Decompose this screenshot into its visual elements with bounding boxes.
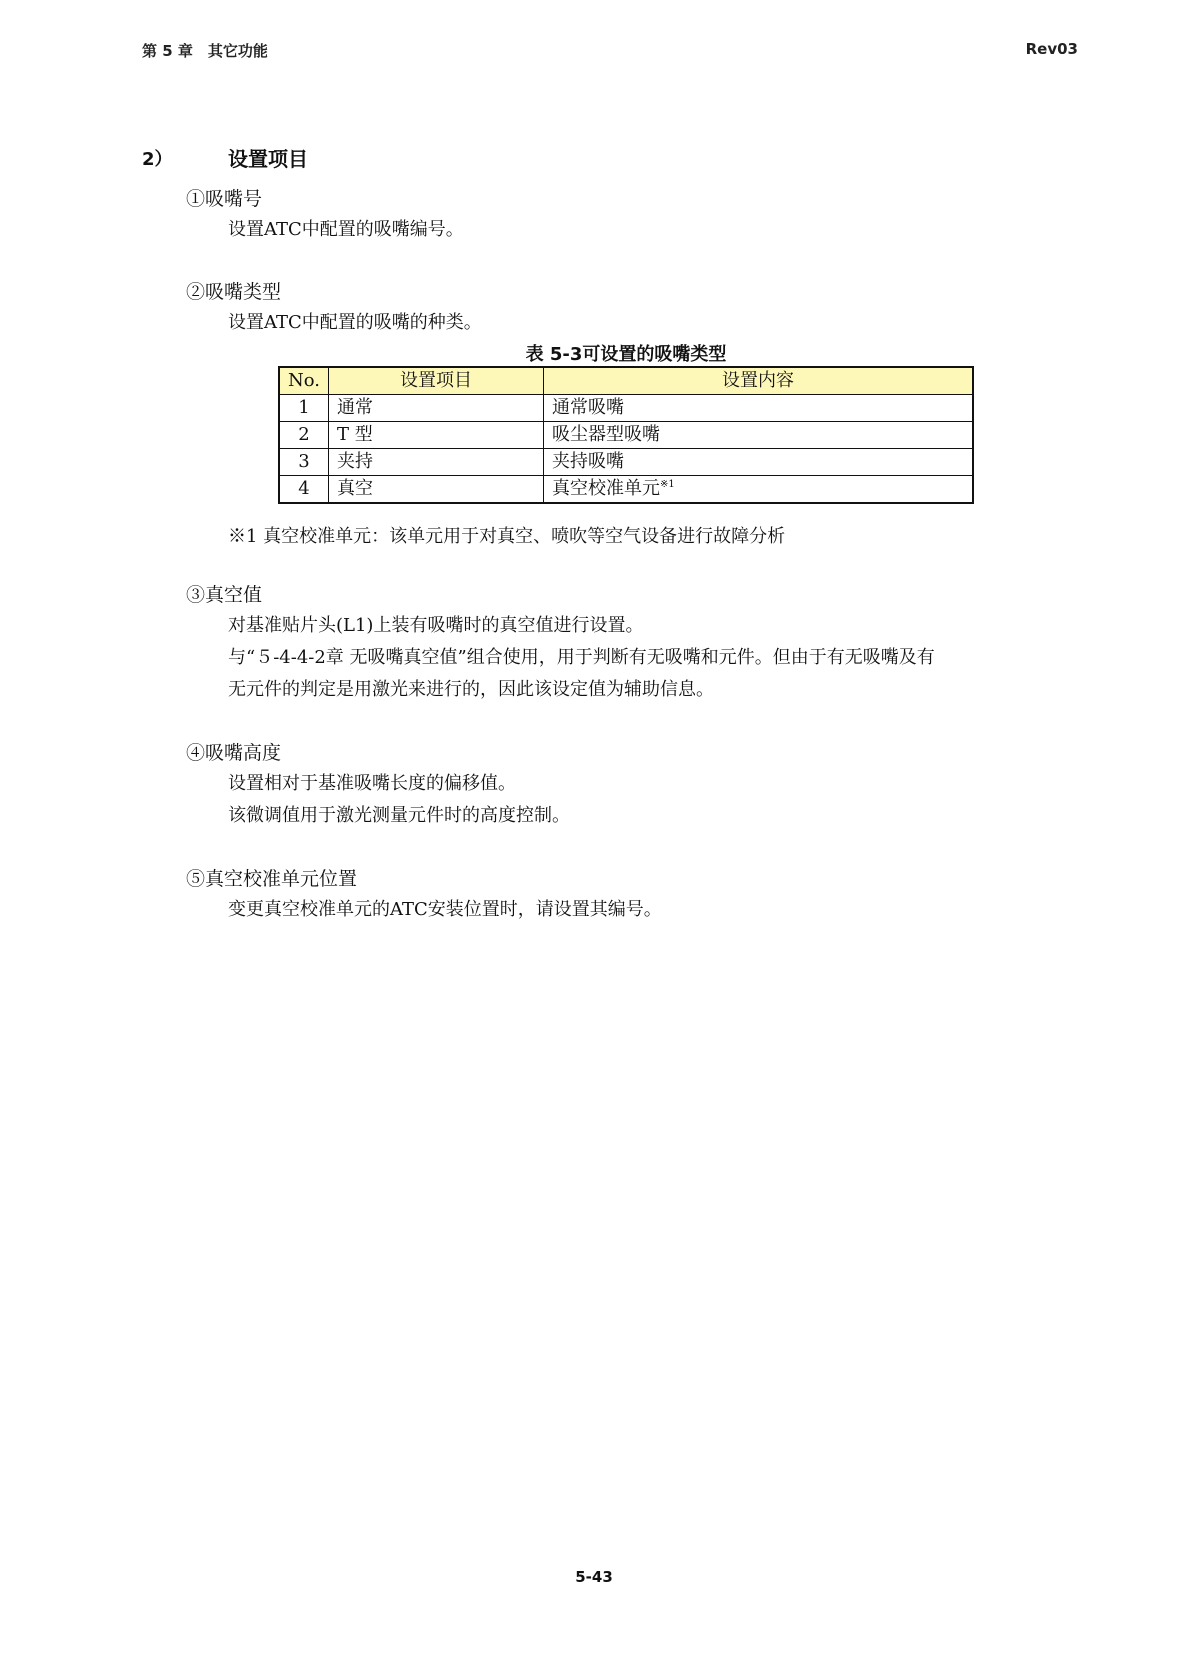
note-reference-mark: ※1 — [660, 479, 675, 490]
table-header-row — [279, 367, 973, 395]
item-vacuum-value-line-3: 无元件的判定是用激光来进行的，因此该设定值为辅助信息。 — [228, 679, 714, 700]
item-nozzle-type-title: ②吸嘴类型 — [186, 281, 282, 303]
table-cell-content-with-note — [544, 476, 974, 504]
table-cell-no: 2 — [279, 422, 329, 449]
item-nozzle-number-text: 设置ATC中配置的吸嘴编号。 — [228, 219, 464, 240]
table-row — [279, 422, 973, 449]
item-calibration-unit-position-title: ⑤真空校准单元位置 — [186, 868, 358, 890]
table-cell-content: 吸尘器型吸嘴 — [544, 422, 974, 449]
table-caption: 表 5-3可设置的吸嘴类型 — [525, 344, 727, 365]
item-nozzle-type-text: 设置ATC中配置的吸嘴的种类。 — [228, 312, 482, 333]
item-nozzle-height-line-1: 设置相对于基准吸嘴长度的偏移值。 — [228, 773, 516, 794]
table-cell-content: 通常吸嘴 — [544, 395, 974, 422]
column-header-no: No. — [279, 367, 329, 395]
item-nozzle-height-title: ④吸嘴高度 — [186, 742, 282, 764]
table-cell-no: 4 — [279, 476, 329, 504]
table-cell-item: T 型 — [329, 422, 544, 449]
table-cell-item: 通常 — [329, 395, 544, 422]
item-vacuum-value-line-1: 对基准贴片头(L1)上装有吸嘴时的真空值进行设置。 — [228, 615, 644, 636]
section-number: 2） — [142, 149, 173, 170]
table-cell-item: 真空 — [329, 476, 544, 504]
item-nozzle-height-line-2: 该微调值用于激光测量元件时的高度控制。 — [228, 805, 570, 826]
table-row — [279, 449, 973, 476]
table-row — [279, 395, 973, 422]
header-chapter: 第 5 章 其它功能 — [142, 42, 268, 60]
header-revision: Rev03 — [1025, 40, 1078, 58]
table-cell-item: 夹持 — [329, 449, 544, 476]
section-title: 设置项目 — [228, 147, 308, 171]
table-footnote: ※1 真空校准单元：该单元用于对真空、喷吹等空气设备进行故障分析 — [228, 526, 786, 547]
item-vacuum-value-title: ③真空值 — [186, 584, 263, 606]
item-vacuum-value-line-2: 与“５-4-4-2章 无吸嘴真空值”组合使用，用于判断有无吸嘴和元件。但由于有无吸嘴及有 — [228, 647, 935, 668]
table-cell-no: 3 — [279, 449, 329, 476]
item-nozzle-number-title: ①吸嘴号 — [186, 188, 263, 210]
table-cell-content: 真空校准单元 — [552, 478, 660, 499]
table-cell-no: 1 — [279, 395, 329, 422]
table-cell-content: 夹持吸嘴 — [544, 449, 974, 476]
column-header-content: 设置内容 — [544, 367, 974, 395]
page-number: 5-43 — [575, 1568, 613, 1586]
nozzle-type-table — [278, 366, 974, 504]
column-header-item: 设置项目 — [329, 367, 544, 395]
table-row — [279, 476, 973, 504]
item-calibration-unit-position-text: 变更真空校准单元的ATC安装位置时，请设置其编号。 — [228, 899, 662, 920]
